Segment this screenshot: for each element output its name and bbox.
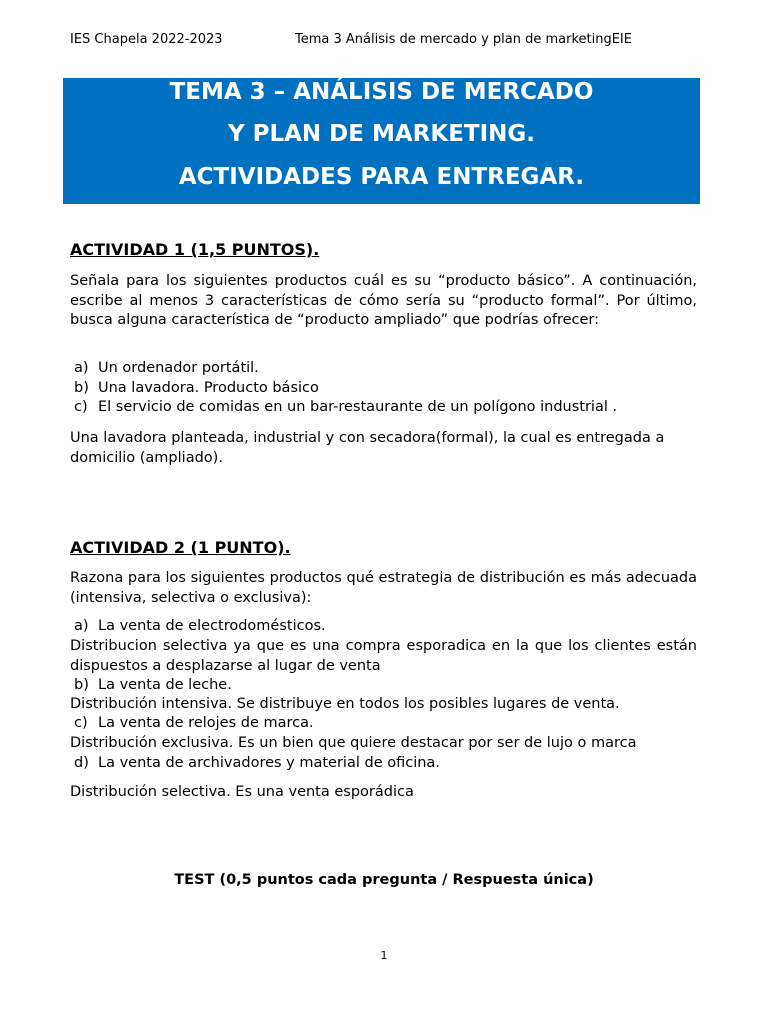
item-marker: a): [74, 618, 89, 634]
activity-2-answer-c: Distribución exclusiva. Es un bien que quiere destacar por ser de lujo o marca: [70, 735, 637, 751]
item-marker: b): [74, 380, 89, 396]
header-school: IES Chapela 2022-2023: [70, 32, 223, 47]
activity-2-item-d: [74, 755, 440, 771]
activity-2-statement: Razona para los siguientes productos qué estrategia de distribución es más adecuada (intensiva, selectiva o exclusiva):: [70, 570, 697, 606]
activity-1-title: ACTIVIDAD 1 (1,5 PUNTOS).: [70, 240, 320, 259]
title-line-3: ACTIVIDADES PARA ENTREGAR.: [178, 164, 585, 190]
item-marker: c): [74, 715, 88, 731]
page-number: 1: [380, 949, 388, 962]
item-marker: a): [74, 360, 89, 376]
activity-1-answer: Una lavadora planteada, industrial y con secadora(formal), la cual es entregada a domicilio (ampliado).: [70, 430, 665, 466]
activity-1-item-a: [74, 360, 259, 376]
activity-2-answer-a: Distribucion selectiva ya que es una compra esporadica en la que los clientes están dispuestos a desplazarse al lugar de venta: [70, 638, 697, 674]
item-marker: b): [74, 677, 89, 693]
header-topic: Tema 3 Análisis de mercado y plan de marketingEIE: [295, 32, 632, 47]
activity-1-item-c: [74, 399, 617, 415]
item-text: La venta de archivadores y material de oficina.: [98, 755, 440, 771]
item-marker: d): [74, 755, 89, 771]
activity-2-item-b: [74, 677, 232, 693]
title-banner: [63, 78, 700, 204]
item-text: Un ordenador portátil.: [98, 360, 259, 376]
item-marker: c): [74, 399, 88, 415]
activity-2-answer-b: Distribución intensiva. Se distribuye en todos los posibles lugares de venta.: [70, 696, 620, 712]
title-line-1: TEMA 3 – ANÁLISIS DE MERCADO: [169, 79, 594, 105]
item-text: La venta de electrodomésticos.: [98, 618, 326, 634]
item-text: La venta de relojes de marca.: [98, 715, 314, 731]
activity-1-statement: Señala para los siguientes productos cuál es su “producto básico”. A continuación, escribe al menos 3 características de cómo sería su “producto formal”. Por último, busca alguna característica de “producto ampliado” que podrías ofrecer:: [70, 273, 697, 328]
activity-2-title: ACTIVIDAD 2 (1 PUNTO).: [70, 538, 291, 557]
page-header: [70, 32, 708, 50]
title-line-2: Y PLAN DE MARKETING.: [227, 121, 536, 147]
test-heading: TEST (0,5 puntos cada pregunta / Respuesta única): [174, 872, 594, 888]
activity-2-answer-d: Distribución selectiva. Es una venta esporádica: [70, 784, 414, 800]
activity-1-item-b: [74, 380, 319, 396]
item-text: El servicio de comidas en un bar-restaurante de un polígono industrial .: [98, 399, 618, 415]
item-text: La venta de leche.: [98, 677, 232, 693]
item-text: Una lavadora. Producto básico: [98, 380, 319, 396]
activity-2-item-c: [74, 715, 314, 731]
activity-2-item-a: [74, 618, 326, 634]
